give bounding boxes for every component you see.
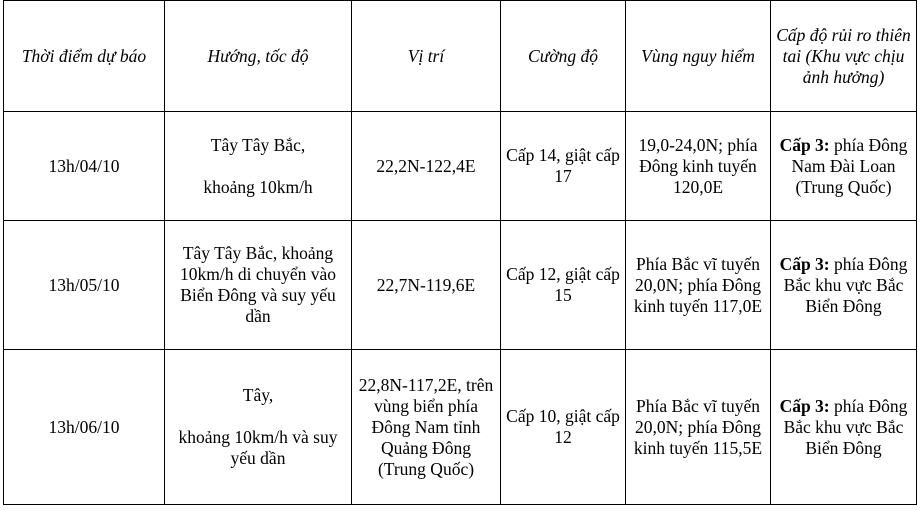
- header-position: Vị trí: [352, 1, 501, 112]
- cell-position: 22,7N-119,6E: [352, 221, 501, 350]
- cell-intensity: Cấp 14, giật cấp 17: [501, 112, 626, 221]
- header-intensity: Cường độ: [501, 1, 626, 112]
- header-risk-level: Cấp độ rủi ro thiên tai (Khu vực chịu ảnh hưởng): [771, 1, 917, 112]
- risk-area-text: phía Đông Nam Đài Loan (Trung Quốc): [791, 134, 908, 197]
- table-row: [4, 350, 917, 505]
- forecast-table-container: [3, 0, 917, 505]
- cell-risk: [771, 112, 917, 221]
- cell-position: 22,8N-117,2E, trên vùng biển phía Đông Nam tỉnh Quảng Đông (Trung Quốc): [352, 350, 501, 505]
- forecast-table: [3, 0, 917, 505]
- direction-part-a: Tây Tây Bắc,: [210, 134, 306, 155]
- cell-danger-zone: Phía Bắc vĩ tuyến 20,0N; phía Đông kinh tuyến 115,5E: [626, 350, 771, 505]
- header-direction: Hướng, tốc độ: [165, 1, 352, 112]
- cell-danger-zone: 19,0-24,0N; phía Đông kinh tuyến 120,0E: [626, 112, 771, 221]
- cell-direction: [165, 350, 352, 505]
- cell-intensity: Cấp 10, giật cấp 12: [501, 350, 626, 505]
- cell-time: 13h/04/10: [4, 112, 165, 221]
- cell-danger-zone: Phía Bắc vĩ tuyến 20,0N; phía Đông kinh tuyến 117,0E: [626, 221, 771, 350]
- direction-spacer: [169, 156, 347, 177]
- risk-level-label: Cấp 3:: [779, 253, 830, 274]
- cell-direction: Tây Tây Bắc, khoảng 10km/h di chuyển vào Biển Đông và suy yếu dần: [165, 221, 352, 350]
- table-row: [4, 112, 917, 221]
- risk-area-text: phía Đông Bắc khu vực Bắc Biển Đông: [783, 395, 908, 458]
- cell-risk: [771, 350, 917, 505]
- direction-part-b: khoảng 10km/h: [203, 176, 313, 197]
- cell-risk: [771, 221, 917, 350]
- cell-direction: [165, 112, 352, 221]
- header-danger-zone: Vùng nguy hiểm: [626, 1, 771, 112]
- header-row: [4, 1, 917, 112]
- header-time: Thời điểm dự báo: [4, 1, 165, 112]
- cell-position: 22,2N-122,4E: [352, 112, 501, 221]
- cell-intensity: Cấp 12, giật cấp 15: [501, 221, 626, 350]
- direction-part-b: khoảng 10km/h và suy yếu dần: [178, 427, 338, 468]
- risk-level-label: Cấp 3:: [779, 134, 830, 155]
- table-row: [4, 221, 917, 350]
- risk-level-label: Cấp 3:: [779, 395, 830, 416]
- direction-spacer: [169, 406, 347, 427]
- cell-time: 13h/05/10: [4, 221, 165, 350]
- direction-part-a: Tây,: [242, 385, 274, 405]
- cell-time: 13h/06/10: [4, 350, 165, 505]
- risk-area-text: phía Đông Bắc khu vực Bắc Biển Đông: [783, 253, 908, 316]
